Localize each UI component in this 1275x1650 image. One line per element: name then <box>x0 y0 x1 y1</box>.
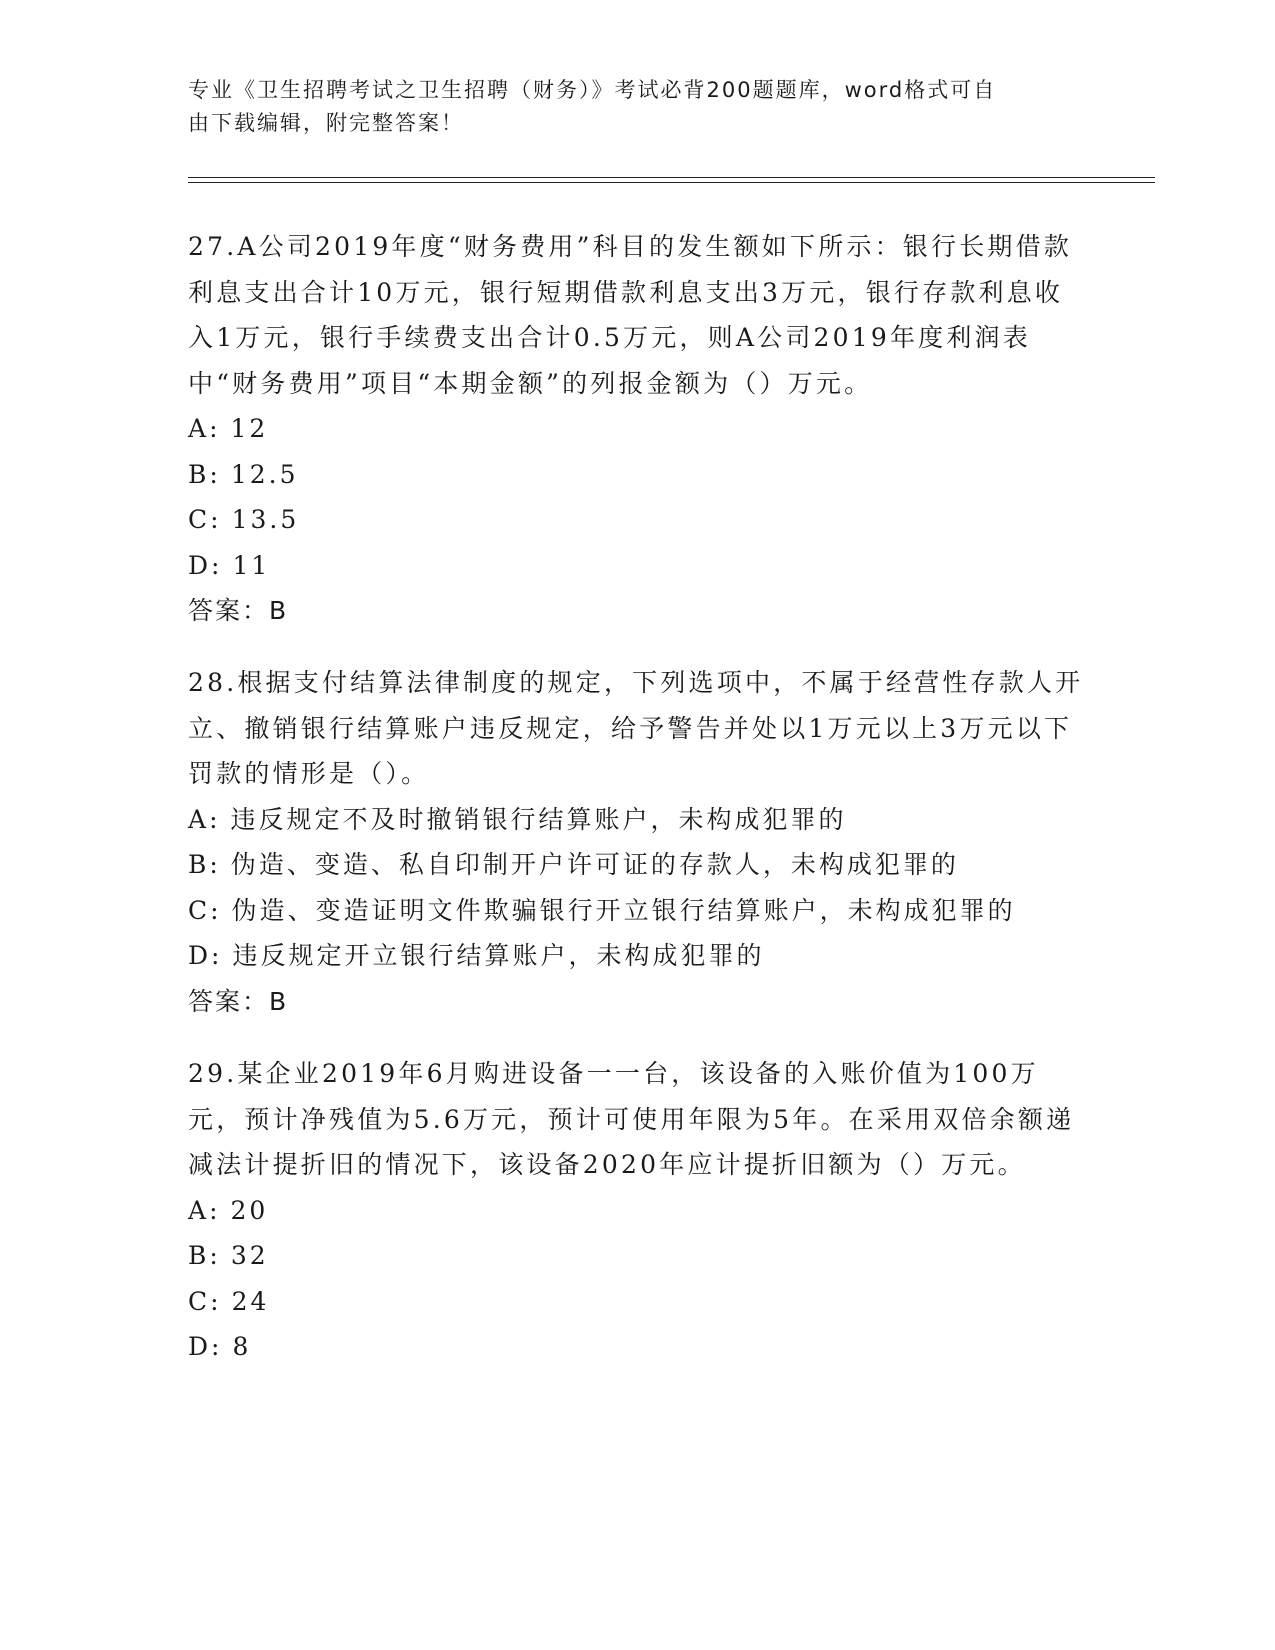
header-line-1: 专业《卫生招聘考试之卫生招聘（财务）》考试必背200题题库，word格式可自 <box>188 78 997 102</box>
question-28 <box>188 660 1088 1024</box>
option-c: C: 24 <box>188 1286 270 1316</box>
header-divider-top <box>188 177 1155 178</box>
option-d: D: 违反规定开立银行结算账户，未构成犯罪的 <box>188 941 765 970</box>
option-b: B: 32 <box>188 1241 269 1270</box>
question-27 <box>188 224 1088 634</box>
option-c: C: 13.5 <box>188 505 300 534</box>
answer: 答案：B <box>188 596 289 625</box>
answer: 答案：B <box>188 986 289 1016</box>
document-header <box>188 74 1068 140</box>
option-d: D: 11 <box>188 550 271 580</box>
option-d: D: 8 <box>188 1332 252 1361</box>
header-line-2: 由下载编辑，附完整答案！ <box>188 111 464 135</box>
header-divider-bottom <box>188 182 1155 183</box>
option-a: A: 违反规定不及时撤销银行结算账户，未构成犯罪的 <box>188 804 847 834</box>
question-stem: 29.某企业2019年6月购进设备一一台，该设备的入账价值为100万元，预计净残值为5.6万元，预计可使用年限为5年。在采用双倍余额递减法计提折旧的情况下，该设备2020年应计提折旧额为（）万元。 <box>188 1059 1075 1179</box>
option-c: C: 伪造、变造证明文件欺骗银行开立银行结算账户，未构成犯罪的 <box>188 895 1016 925</box>
option-a: A: 20 <box>188 1195 269 1225</box>
question-stem: 27.A公司2019年度“财务费用”科目的发生额如下所示：银行长期借款利息支出合计10万元，银行短期借款利息支出3万元，银行存款利息收入1万元，银行手续费支出合计0.5万元，则A公司2019年度利润表中“财务费用”项目“本期金额”的列报金额为（）万元。 <box>188 232 1072 398</box>
option-a: A: 12 <box>188 414 269 443</box>
option-b: B: 伪造、变造、私自印制开户许可证的存款人，未构成犯罪的 <box>188 850 959 879</box>
question-stem: 28.根据支付结算法律制度的规定，下列选项中，不属于经营性存款人开立、撤销银行结算账户违反规定，给予警告并处以1万元以上3万元以下罚款的情形是（）。 <box>188 668 1084 788</box>
option-b: B: 12.5 <box>188 459 299 489</box>
question-29 <box>188 1051 1088 1370</box>
